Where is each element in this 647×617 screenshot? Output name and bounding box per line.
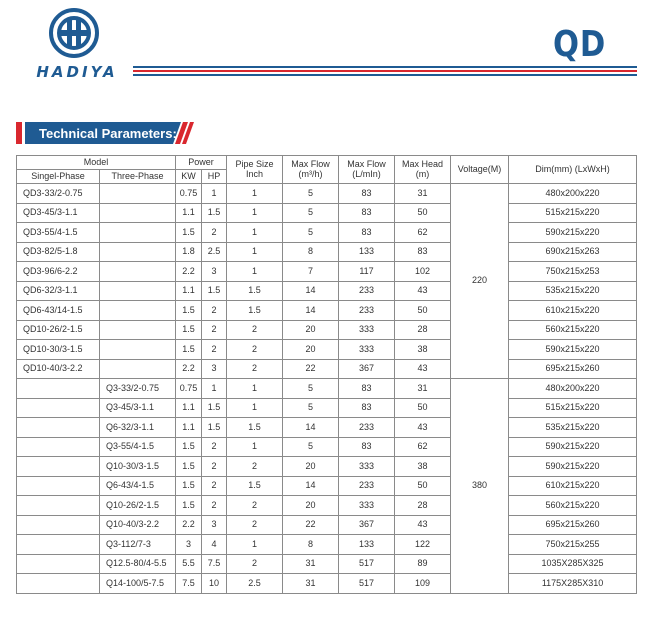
cell-dimensions: 1175X285X310	[509, 574, 637, 594]
cell-hp: 3	[202, 515, 227, 535]
cell-hp: 3	[202, 359, 227, 379]
cell-head: 43	[395, 359, 451, 379]
cell-pipe: 2	[227, 457, 283, 477]
model-series-title: QD	[553, 24, 607, 65]
cell-head: 43	[395, 515, 451, 535]
cell-hp: 4	[202, 535, 227, 555]
brand-emblem-icon	[49, 8, 99, 58]
table-row	[17, 203, 637, 223]
cell-hp: 2	[202, 437, 227, 457]
cell-hp: 2	[202, 457, 227, 477]
cell-three-phase-model	[100, 262, 176, 282]
cell-flow-m3h: 5	[283, 203, 339, 223]
table-row	[17, 554, 637, 574]
cell-hp: 2.5	[202, 242, 227, 262]
cell-flow-lmin: 83	[339, 184, 395, 204]
cell-three-phase-model: Q12.5-80/4-5.5	[100, 554, 176, 574]
cell-flow-m3h: 5	[283, 437, 339, 457]
cell-flow-lmin: 367	[339, 515, 395, 535]
cell-flow-m3h: 8	[283, 242, 339, 262]
cell-single-phase-model	[17, 515, 100, 535]
cell-flow-m3h: 14	[283, 476, 339, 496]
cell-kw: 0.75	[176, 184, 202, 204]
cell-three-phase-model: Q6-43/4-1.5	[100, 476, 176, 496]
brand-logo	[18, 8, 136, 88]
cell-three-phase-model: Q14-100/5-7.5	[100, 574, 176, 594]
table-row	[17, 398, 637, 418]
cell-head: 38	[395, 457, 451, 477]
cell-pipe: 1	[227, 203, 283, 223]
cell-head: 38	[395, 340, 451, 360]
cell-head: 43	[395, 281, 451, 301]
cell-flow-lmin: 133	[339, 242, 395, 262]
cell-voltage: 380	[451, 379, 509, 594]
cell-flow-m3h: 14	[283, 301, 339, 321]
table-row	[17, 223, 637, 243]
cell-flow-lmin: 233	[339, 476, 395, 496]
table-row	[17, 320, 637, 340]
cell-voltage: 220	[451, 184, 509, 379]
cell-pipe: 1	[227, 535, 283, 555]
cell-hp: 7.5	[202, 554, 227, 574]
cell-kw: 1.5	[176, 437, 202, 457]
cell-pipe: 1	[227, 223, 283, 243]
cell-three-phase-model	[100, 301, 176, 321]
cell-hp: 1.5	[202, 281, 227, 301]
cell-flow-m3h: 22	[283, 359, 339, 379]
cell-flow-lmin: 233	[339, 418, 395, 438]
header-model: Model	[17, 156, 176, 170]
cell-single-phase-model: QD3-33/2-0.75	[17, 184, 100, 204]
cell-head: 28	[395, 320, 451, 340]
cell-three-phase-model: Q6-32/3-1.1	[100, 418, 176, 438]
table-row	[17, 496, 637, 516]
cell-flow-m3h: 20	[283, 340, 339, 360]
cell-flow-lmin: 333	[339, 457, 395, 477]
cell-kw: 1.5	[176, 223, 202, 243]
header-dimensions: Dim(mm) (LxWxH)	[509, 156, 637, 184]
cell-kw: 1.8	[176, 242, 202, 262]
cell-single-phase-model: QD6-32/3-1.1	[17, 281, 100, 301]
cell-head: 109	[395, 574, 451, 594]
cell-flow-m3h: 14	[283, 418, 339, 438]
header-single-phase: Singel-Phase	[17, 170, 100, 184]
cell-hp: 10	[202, 574, 227, 594]
table-row	[17, 359, 637, 379]
cell-pipe: 2	[227, 515, 283, 535]
cell-single-phase-model	[17, 379, 100, 399]
cell-head: 50	[395, 398, 451, 418]
table-row	[17, 301, 637, 321]
header-max-flow-m3h: Max Flow (m³/h)	[283, 156, 339, 184]
cell-head: 28	[395, 496, 451, 516]
cell-three-phase-model	[100, 281, 176, 301]
cell-kw: 1.5	[176, 320, 202, 340]
cell-dimensions: 560x215x220	[509, 320, 637, 340]
cell-dimensions: 535x215x220	[509, 281, 637, 301]
cell-flow-m3h: 5	[283, 184, 339, 204]
cell-flow-lmin: 333	[339, 496, 395, 516]
cell-kw: 0.75	[176, 379, 202, 399]
cell-three-phase-model	[100, 242, 176, 262]
cell-flow-lmin: 83	[339, 203, 395, 223]
table-row	[17, 340, 637, 360]
cell-flow-lmin: 133	[339, 535, 395, 555]
header-kw: KW	[176, 170, 202, 184]
cell-dimensions: 695x215x260	[509, 359, 637, 379]
cell-head: 31	[395, 379, 451, 399]
cell-dimensions: 515x215x220	[509, 203, 637, 223]
cell-flow-lmin: 517	[339, 574, 395, 594]
cell-head: 122	[395, 535, 451, 555]
cell-flow-lmin: 83	[339, 398, 395, 418]
cell-three-phase-model: Q10-40/3-2.2	[100, 515, 176, 535]
table-row	[17, 515, 637, 535]
header-power: Power	[176, 156, 227, 170]
cell-dimensions: 590x215x220	[509, 223, 637, 243]
cell-dimensions: 610x215x220	[509, 476, 637, 496]
cell-flow-m3h: 7	[283, 262, 339, 282]
cell-flow-m3h: 22	[283, 515, 339, 535]
cell-hp: 1	[202, 184, 227, 204]
cell-hp: 2	[202, 476, 227, 496]
cell-kw: 2.2	[176, 359, 202, 379]
cell-kw: 1.1	[176, 203, 202, 223]
cell-head: 62	[395, 437, 451, 457]
cell-head: 50	[395, 301, 451, 321]
table-row	[17, 457, 637, 477]
cell-head: 62	[395, 223, 451, 243]
cell-head: 50	[395, 476, 451, 496]
cell-pipe: 1	[227, 262, 283, 282]
cell-pipe: 2	[227, 320, 283, 340]
header-max-flow-lmin: Max Flow (L/mIn)	[339, 156, 395, 184]
cell-pipe: 2	[227, 359, 283, 379]
cell-pipe: 2.5	[227, 574, 283, 594]
cell-hp: 3	[202, 262, 227, 282]
cell-flow-m3h: 31	[283, 554, 339, 574]
header-three-phase: Three-Phase	[100, 170, 176, 184]
cell-hp: 2	[202, 301, 227, 321]
cell-head: 89	[395, 554, 451, 574]
cell-flow-lmin: 233	[339, 281, 395, 301]
cell-pipe: 1.5	[227, 476, 283, 496]
cell-kw: 2.2	[176, 515, 202, 535]
cell-dimensions: 515x215x220	[509, 398, 637, 418]
cell-head: 31	[395, 184, 451, 204]
cell-three-phase-model	[100, 320, 176, 340]
cell-three-phase-model	[100, 359, 176, 379]
table-row	[17, 437, 637, 457]
cell-flow-m3h: 20	[283, 320, 339, 340]
cell-flow-lmin: 517	[339, 554, 395, 574]
cell-single-phase-model	[17, 418, 100, 438]
cell-pipe: 1.5	[227, 301, 283, 321]
table-row	[17, 184, 637, 204]
cell-flow-m3h: 20	[283, 457, 339, 477]
cell-dimensions: 695x215x260	[509, 515, 637, 535]
cell-hp: 1	[202, 379, 227, 399]
cell-single-phase-model	[17, 574, 100, 594]
cell-dimensions: 480x200x220	[509, 379, 637, 399]
cell-kw: 1.5	[176, 457, 202, 477]
cell-kw: 1.5	[176, 476, 202, 496]
table-row	[17, 476, 637, 496]
stripe-top	[133, 66, 637, 68]
cell-single-phase-model: QD3-96/6-2.2	[17, 262, 100, 282]
cell-flow-m3h: 20	[283, 496, 339, 516]
table-row	[17, 242, 637, 262]
section-title-banner	[16, 122, 194, 144]
table-row	[17, 535, 637, 555]
cell-pipe: 2	[227, 554, 283, 574]
cell-single-phase-model	[17, 457, 100, 477]
cell-flow-m3h: 5	[283, 223, 339, 243]
cell-kw: 1.1	[176, 398, 202, 418]
cell-single-phase-model: QD10-26/2-1.5	[17, 320, 100, 340]
cell-single-phase-model: QD10-30/3-1.5	[17, 340, 100, 360]
header-voltage: Voltage(M)	[451, 156, 509, 184]
cell-pipe: 1	[227, 398, 283, 418]
cell-dimensions: 1035X285X325	[509, 554, 637, 574]
cell-kw: 2.2	[176, 262, 202, 282]
cell-dimensions: 535x215x220	[509, 418, 637, 438]
stripe-middle	[133, 70, 637, 72]
table-row	[17, 574, 637, 594]
cell-three-phase-model: Q3-55/4-1.5	[100, 437, 176, 457]
cell-kw: 1.5	[176, 496, 202, 516]
cell-hp: 1.5	[202, 203, 227, 223]
cell-flow-lmin: 233	[339, 301, 395, 321]
cell-kw: 1.1	[176, 418, 202, 438]
cell-flow-lmin: 117	[339, 262, 395, 282]
cell-pipe: 1	[227, 379, 283, 399]
header-stripes	[133, 66, 637, 76]
cell-flow-lmin: 83	[339, 223, 395, 243]
cell-dimensions: 750x215x253	[509, 262, 637, 282]
cell-single-phase-model	[17, 554, 100, 574]
cell-three-phase-model: Q10-30/3-1.5	[100, 457, 176, 477]
cell-head: 83	[395, 242, 451, 262]
cell-flow-lmin: 83	[339, 437, 395, 457]
cell-pipe: 1.5	[227, 418, 283, 438]
cell-pipe: 2	[227, 340, 283, 360]
cell-single-phase-model	[17, 476, 100, 496]
cell-head: 102	[395, 262, 451, 282]
cell-kw: 1.5	[176, 301, 202, 321]
cell-dimensions: 690x215x263	[509, 242, 637, 262]
cell-three-phase-model: Q3-112/7-3	[100, 535, 176, 555]
cell-three-phase-model	[100, 223, 176, 243]
cell-single-phase-model: QD6-43/14-1.5	[17, 301, 100, 321]
cell-pipe: 1.5	[227, 281, 283, 301]
cell-flow-lmin: 367	[339, 359, 395, 379]
cell-hp: 2	[202, 496, 227, 516]
cell-dimensions: 610x215x220	[509, 301, 637, 321]
cell-flow-m3h: 14	[283, 281, 339, 301]
cell-head: 43	[395, 418, 451, 438]
cell-flow-m3h: 8	[283, 535, 339, 555]
cell-hp: 1.5	[202, 418, 227, 438]
cell-three-phase-model	[100, 184, 176, 204]
cell-three-phase-model: Q10-26/2-1.5	[100, 496, 176, 516]
cell-kw: 1.5	[176, 340, 202, 360]
header-row-1	[17, 156, 637, 170]
cell-single-phase-model	[17, 437, 100, 457]
cell-hp: 2	[202, 340, 227, 360]
brand-name: HADIYA	[36, 63, 118, 81]
cell-flow-m3h: 5	[283, 379, 339, 399]
cell-pipe: 2	[227, 496, 283, 516]
table-row	[17, 281, 637, 301]
cell-three-phase-model: Q3-45/3-1.1	[100, 398, 176, 418]
cell-pipe: 1	[227, 184, 283, 204]
cell-hp: 2	[202, 223, 227, 243]
table-row	[17, 418, 637, 438]
cell-flow-lmin: 83	[339, 379, 395, 399]
cell-three-phase-model: Q3-33/2-0.75	[100, 379, 176, 399]
cell-kw: 1.1	[176, 281, 202, 301]
header-hp: HP	[202, 170, 227, 184]
cell-three-phase-model	[100, 340, 176, 360]
cell-flow-m3h: 5	[283, 398, 339, 418]
stripe-bottom	[133, 74, 637, 76]
cell-kw: 5.5	[176, 554, 202, 574]
cell-hp: 1.5	[202, 398, 227, 418]
cell-flow-lmin: 333	[339, 320, 395, 340]
cell-single-phase-model	[17, 496, 100, 516]
header-max-head: Max Head (m)	[395, 156, 451, 184]
technical-parameters-table	[16, 155, 637, 594]
cell-flow-lmin: 333	[339, 340, 395, 360]
cell-pipe: 1	[227, 437, 283, 457]
cell-flow-m3h: 31	[283, 574, 339, 594]
section-title: Technical Parameters:	[39, 126, 177, 141]
cell-kw: 3	[176, 535, 202, 555]
cell-kw: 7.5	[176, 574, 202, 594]
cell-single-phase-model	[17, 398, 100, 418]
header-pipe-size: Pipe Size Inch	[227, 156, 283, 184]
cell-single-phase-model: QD3-82/5-1.8	[17, 242, 100, 262]
cell-single-phase-model	[17, 535, 100, 555]
cell-pipe: 1	[227, 242, 283, 262]
cell-single-phase-model: QD10-40/3-2.2	[17, 359, 100, 379]
cell-head: 50	[395, 203, 451, 223]
cell-dimensions: 560x215x220	[509, 496, 637, 516]
table-row	[17, 379, 637, 399]
cell-dimensions: 590x215x220	[509, 437, 637, 457]
cell-dimensions: 750x215x255	[509, 535, 637, 555]
cell-dimensions: 590x215x220	[509, 340, 637, 360]
cell-dimensions: 590x215x220	[509, 457, 637, 477]
cell-single-phase-model: QD3-55/4-1.5	[17, 223, 100, 243]
cell-dimensions: 480x200x220	[509, 184, 637, 204]
cell-single-phase-model: QD3-45/3-1.1	[17, 203, 100, 223]
cell-hp: 2	[202, 320, 227, 340]
table-row	[17, 262, 637, 282]
cell-three-phase-model	[100, 203, 176, 223]
